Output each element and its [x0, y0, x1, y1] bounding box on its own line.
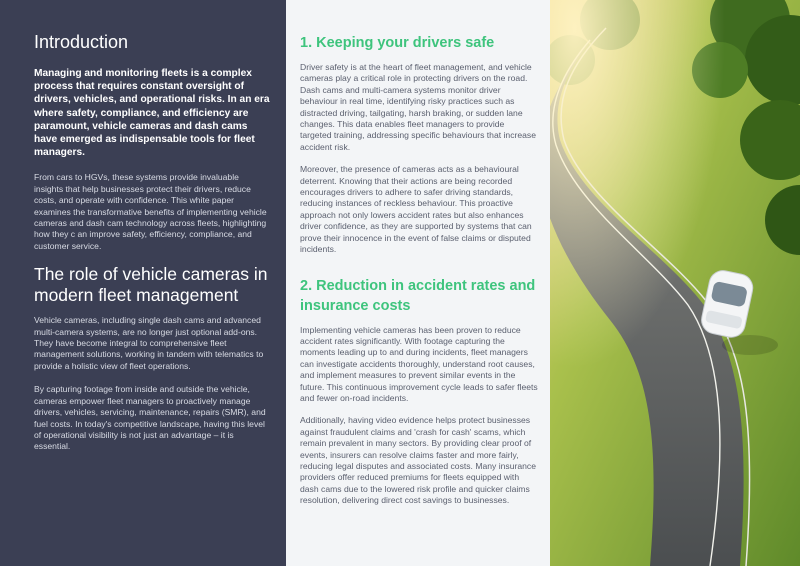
introduction-body: From cars to HGVs, these systems provide invaluable insights that help businesses protect their drivers, reduce costs, and operate with confidence. This white paper examines the transformative benefits of implementing vehicle cameras and dash cam technology across fleets, highlighting how they c an improve safety, efficiency, compliance, and customer service.: [34, 172, 267, 251]
section1-heading: 1. Keeping your drivers safe: [300, 35, 495, 51]
section2-body-2: Additionally, having video evidence helps protect businesses against fraudulent claims and 'crash for cash' scams, which remain prevalent in many sectors. By providing clear proof of events, insurers can resolve claims faster and more fairly, reducing legal disputes and associated costs. Many insurance providers offer reduced premiums for fleets equipped with dash cams due to the lowered risk profile and quicker claims resolution, delivering direct cost savings to businesses.: [300, 415, 536, 506]
road-illustration: [550, 0, 800, 566]
introduction-heading: Introduction: [34, 32, 129, 52]
section1-body-1: Driver safety is at the heart of fleet management, and vehicle cameras play a critical role in protecting drivers on the road. Dash cams and multi-camera systems monitor driver behaviour in real time, identifying risky practices such as distracted driving, tailgating, harsh braking, or sudden lane changes. This data enables fleet managers to provide targeted training, addressing specific behaviours that increase accident risk.: [300, 62, 536, 152]
role-heading: The role of vehicle cameras in modern fleet management: [34, 264, 268, 306]
section2-body-1: Implementing vehicle cameras has been proven to reduce accident rates significantly. With footage capturing the moments leading up to and during incidents, fleet managers can investigate accidents thoroughly, understand root causes, and implement measures to prevent similar events in the future. This continuous improvement cycle leads to safer fleets and fewer on-road incidents.: [300, 324, 538, 403]
road-photo: [550, 0, 800, 566]
section2-heading: 2. Reduction in accident rates and insurance costs: [300, 277, 536, 314]
left-column: [0, 0, 286, 566]
role-body-2: By capturing footage from inside and outside the vehicle, cameras empower fleet managers to proactively manage drivers, vehicles, servicing, maintenance, repairs (SMR), and fuel costs. In today's competitive landscape, having this level of operational visibility is not just an advantage – it is essential.: [34, 384, 266, 452]
role-body-1: Vehicle cameras, including single dash cams and advanced multi-camera systems, are no longer just optional add-ons. They have become integral to comprehensive fleet management solutions, working in tandem with telematics to provide a holistic view of fleet operations.: [34, 315, 264, 371]
car-shadow: [722, 335, 778, 355]
middle-column: [286, 0, 550, 566]
introduction-lead: Managing and monitoring fleets is a complex process that requires constant oversight of drivers, vehicles, and operational risks. In an era where safety, compliance, and efficiency are paramount, vehicle cameras and dash cams have emerged as indispensable tools for fleet managers.: [34, 68, 270, 159]
section1-body-2: Moreover, the presence of cameras acts as a behavioural deterrent. Knowing that their actions are being recorded encourages drivers to adhere to safer driving standards, reducing instances of reckless behaviour. This proactive approach not only lowers accident rates but also enhances driver confidence, as they are supported by systems that can prove their innocence in the event of false claims or disputed incidents.: [300, 164, 532, 255]
